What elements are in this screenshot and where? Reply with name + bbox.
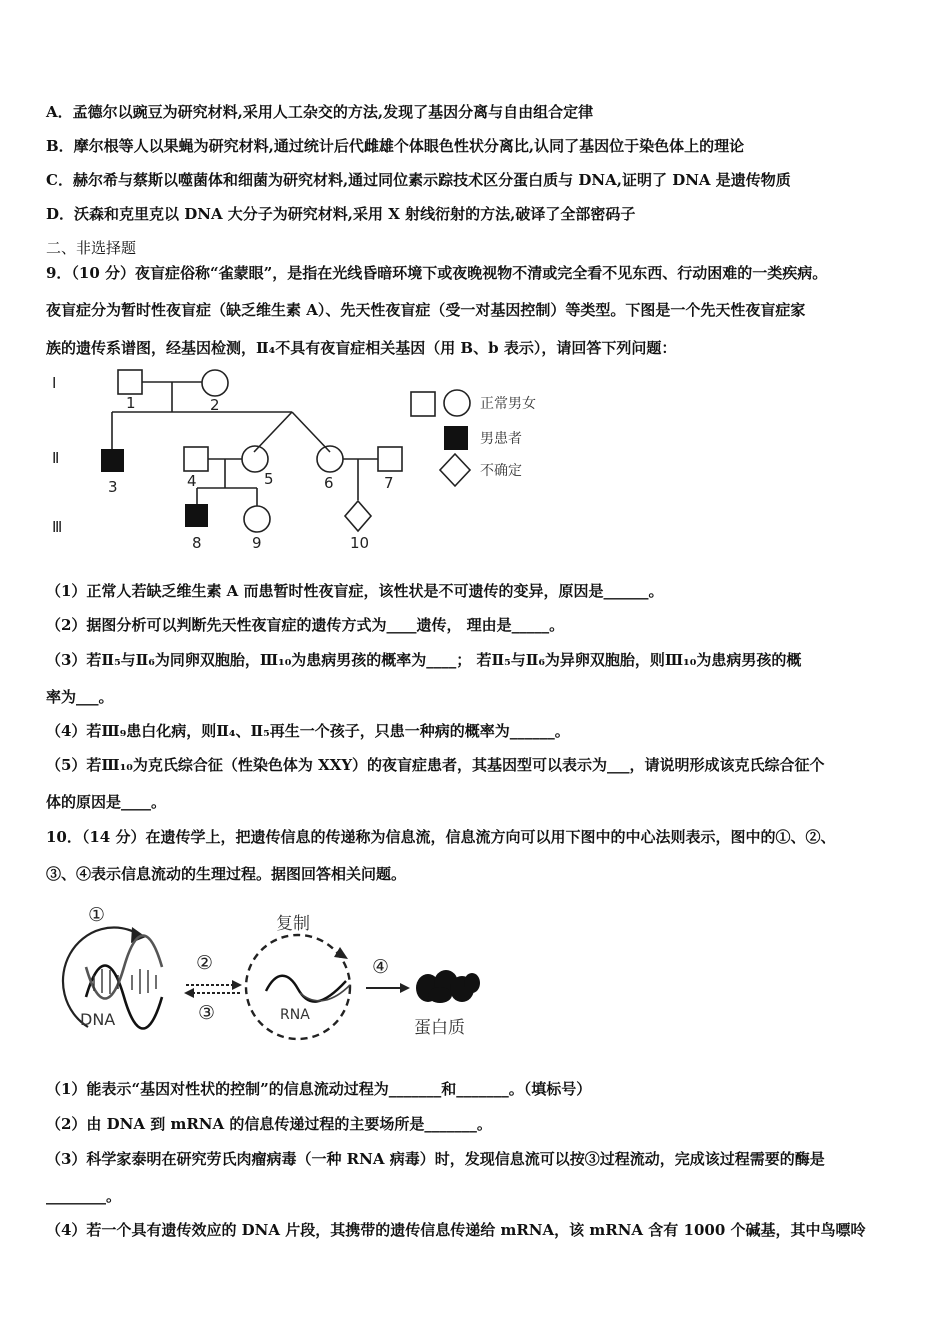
generation-label-3: Ⅲ [52, 518, 63, 536]
central-dogma-diagram [0, 895, 520, 1045]
individual-number: 10 [350, 534, 370, 552]
q9-sub-5-cont: 体的原因是____。 [46, 793, 167, 811]
individual-number: 6 [324, 474, 334, 492]
individual-number: 7 [384, 474, 394, 492]
individual-number: 2 [210, 396, 220, 414]
option-d: D．沃森和克里克以 DNA 大分子为研究材料,采用 X 射线衍射的方法,破译了全部密码子 [46, 205, 636, 223]
process-3-label: ③ [198, 1002, 216, 1024]
individual-number: 5 [264, 470, 274, 488]
q10-sub-1: （1）能表示“基因对性状的控制”的信息流动过程为_______和_______。（填标号） [46, 1080, 592, 1098]
q10-sub-3-cont: ________。 [46, 1187, 122, 1205]
q9-sub-5: （5）若Ⅲ₁₀为克氏综合征（性染色体为 XXY）的夜盲症患者，其基因型可以表示为___，请说明形成该克氏综合征个 [46, 756, 825, 774]
reverse-transcription-arrow [184, 988, 194, 998]
q9-sub-3: （3）若Ⅱ₅与Ⅱ₆为同卵双胞胎，Ⅲ₁₀为患病男孩的概率为____； 若Ⅱ₅与Ⅱ₆为异卵双胞胎，则Ⅲ₁₀为患病男孩的概 [46, 651, 802, 669]
protein-label: 蛋白质 [414, 1018, 465, 1038]
legend-uncertain-label: 不确定 [480, 463, 522, 479]
individual-number: 8 [192, 534, 202, 552]
q10-stem-line-1: 10．（14 分）在遗传学上，把遗传信息的传递称为信息流，信息流方向可以用下图中的中心法则表示，图中的①、②、 [46, 828, 836, 846]
process-4-label: ④ [372, 956, 390, 978]
replication-label: 复制 [276, 914, 310, 934]
generation-label-1: Ⅰ [52, 374, 57, 392]
q10-sub-2: （2）由 DNA 到 mRNA 的信息传递过程的主要场所是_______。 [46, 1115, 492, 1133]
q9-sub-4: （4）若Ⅲ₉患白化病，则Ⅱ₄、Ⅱ₅再生一个孩子，只患一种病的概率为______。 [46, 722, 570, 740]
legend-normal-female-symbol [444, 390, 470, 416]
section-title: 二、非选择题 [46, 239, 137, 257]
option-b: B．摩尔根等人以果蝇为研究材料,通过统计后代雌雄个体眼色性状分离比,认同了基因位于染色体上的理论 [46, 137, 745, 155]
q10-sub-3: （3）科学家泰明在研究劳氏肉瘤病毒（一种 RNA 病毒）时，发现信息流可以按③过程流动，完成该过程需要的酶是 [46, 1150, 825, 1168]
protein-blob-icon [416, 970, 480, 1003]
transcription-arrow [232, 980, 242, 990]
q9-sub-1: （1）正常人若缺乏维生素 A 而患暂时性夜盲症，该性状是不可遗传的变异，原因是______。 [46, 582, 664, 600]
pedigree-chart [0, 360, 600, 560]
q9-stem-line-3: 族的遗传系谱图，经基因检测，Ⅱ₄不具有夜盲症相关基因（用 B、b 表示），请回答下列问题： [46, 339, 677, 357]
q9-sub-3-cont: 率为___。 [46, 688, 114, 706]
q9-stem-line-1: 9．（10 分）夜盲症俗称“雀蒙眼”，是指在光线昏暗环境下或夜晚视物不清或完全看不见东西、行动困难的一类疾病。 [46, 264, 828, 282]
q9-stem-line-2: 夜盲症分为暂时性夜盲症（缺乏维生素 A）、先天性夜盲症（受一对基因控制）等类型。下图是一个先天性夜盲症家 [46, 301, 806, 319]
generation-label-2: Ⅱ [52, 449, 60, 467]
q10-stem-line-2: ③、④表示信息流动的生理过程。据图回答相关问题。 [46, 865, 407, 883]
individual-number: 3 [108, 478, 118, 496]
q9-sub-2: （2）据图分析可以判断先天性夜盲症的遗传方式为____遗传， 理由是_____。 [46, 616, 565, 634]
affected-male-3 [101, 449, 124, 472]
individual-number: 4 [187, 472, 197, 490]
legend-affected-male-symbol [444, 426, 468, 450]
individual-number: 9 [252, 534, 262, 552]
process-1-label: ① [88, 904, 106, 926]
option-a: A．孟德尔以豌豆为研究材料,采用人工杂交的方法,发现了基因分离与自由组合定律 [46, 103, 594, 121]
legend-normal-label: 正常男女 [480, 396, 536, 412]
legend-uncertain-symbol [440, 454, 470, 486]
rna-label: RNA [280, 1007, 310, 1023]
dna-label: DNA [80, 1010, 116, 1029]
legend-affected-label: 男患者 [480, 431, 522, 447]
q10-sub-4: （4）若一个具有遗传效应的 DNA 片段，其携带的遗传信息传递给 mRNA，该 mRNA 含有 1000 个碱基，其中鸟嘌呤 [46, 1221, 866, 1239]
legend-normal-male-symbol [411, 392, 435, 416]
affected-male-8 [185, 504, 208, 527]
translation-arrow [400, 983, 410, 993]
option-c: C．赫尔希与蔡斯以噬菌体和细菌为研究材料,通过同位素示踪技术区分蛋白质与 DNA,证明了 DNA 是遗传物质 [46, 171, 791, 189]
individual-number: 1 [126, 394, 136, 412]
process-2-label: ② [196, 952, 214, 974]
